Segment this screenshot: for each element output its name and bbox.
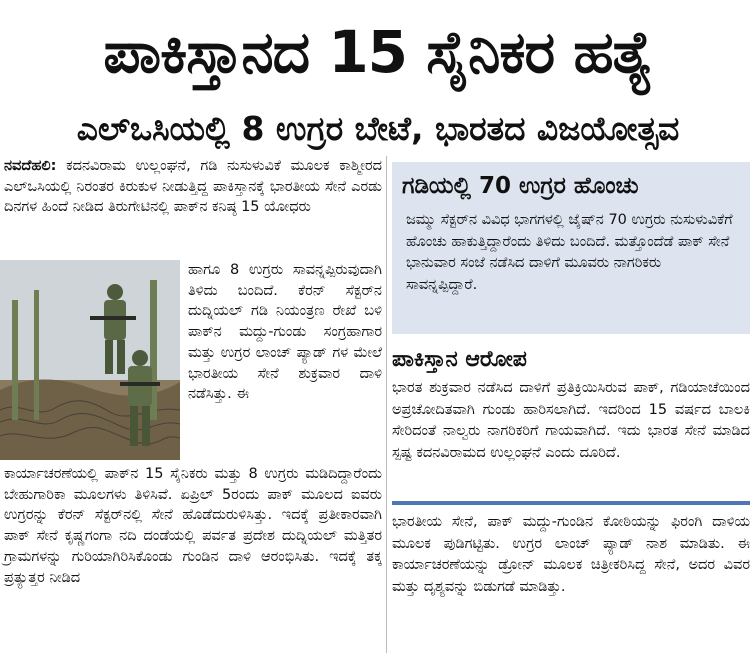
headline: ಪಾಕಿಸ್ತಾನದ 15 ಸೈನಿಕರ ಹತ್ಯೆ	[103, 18, 653, 86]
infobox-text: ಜಮ್ಮು ಸೆಕ್ಟರ್‌ನ ವಿವಿಧ ಭಾಗಗಳಲ್ಲಿ ಜೈಷ್‌ನ 70 ಉಗ್ರರು ನುಸುಳುವಿಕೆಗೆ ಹೊಂಚು ಹಾಕುತ್ತಿದ್ದಾರೆಂದು ತಿಳಿದು ಬಂದಿದೆ. ಮತ್ತೊಂದೆಡೆ ಪಾಕ್ ಸೇನೆ ಭಾನುವಾರ ಸಂಜೆ ನಡೆಸಿದ ದಾಳಿಗೆ ಮೂವರು ನಾಗರಿಕರು ಸಾವನ್ನಪ್ಪಿದ್ದಾರೆ.	[406, 212, 733, 293]
army-action-text: ಭಾರತೀಯ ಸೇನೆ, ಪಾಕ್ ಮದ್ದು-ಗುಂಡಿನ ಕೋಠಿಯನ್ನು ಫಿರಂಗಿ ದಾಳಿಯ ಮೂಲಕ ಪುಡಿಗಟ್ಟಿತು. ಉಗ್ರರ ಲಾಂಚ್ ಪ್ಯಾಡ್ ನಾಶ ಮಾಡಿತು. ಈ ಕಾರ್ಯಾಚರಣೆಯನ್ನು ಡ್ರೋನ್ ಮೂಲಕ ಚಿತ್ರೀಕರಿಸಿದ್ದ ಸೇನೆ, ಅದರ ವಿವರ ಮತ್ತು ದೃಶ್ಯವನ್ನು ಬಿಡುಗಡೆ ಮಾಡಿತ್ತು.	[392, 514, 750, 595]
sidebar	[392, 156, 756, 653]
dateline: ನವದೆಹಲಿ:	[4, 158, 57, 174]
article-text-1: ಕದನವಿರಾಮ ಉಲ್ಲಂಘನೆ, ಗಡಿ ನುಸುಳುವಿಕೆ ಮೂಲಕ ಕಾಶ್ಮೀರದ ಎಲ್‌ಒಸಿಯಲ್ಲಿ ನಿರಂತರ ಕಿರುಕುಳ ನೀಡುತ್ತಿದ್ದ ಪಾಕಿಸ್ತಾನಕ್ಕೆ ಭಾರತೀಯ ಸೇನೆ ಎರಡು ದಿನಗಳ ಹಿಂದೆ ನೀಡಿದ ತಿರುಗೇಟಿನಲ್ಲಿ ಪಾಕ್‌ನ ಕನಿಷ್ಠ 15 ಯೋಧರು	[4, 158, 383, 216]
soldiers-photo	[0, 260, 180, 460]
pakistan-allegation-title: ಪಾಕಿಸ್ತಾನ ಆರೋಪ	[392, 347, 527, 372]
column-divider	[386, 156, 387, 653]
section-rule	[392, 501, 750, 505]
article-paragraph-bottom: ಕಾರ್ಯಾಚರಣೆಯಲ್ಲಿ ಪಾಕ್‌ನ 15 ಸೈನಿಕರು ಮತ್ತು 8 ಉಗ್ರರು ಮಡಿದಿದ್ದಾರೆಂದು ಬೇಹುಗಾರಿಕಾ ಮೂಲಗಳು ತಿಳಿಸಿವೆ. ಏಪ್ರಿಲ್ 5ರಂದು ಪಾಕ್ ಮೂಲದ ಐವರು ಉಗ್ರರನ್ನು ಕೆರನ್ ಸೆಕ್ಟರ್‌ನಲ್ಲಿ ಸೇನೆ ಹೊಡೆದುರುಳಿಸಿತ್ತು. ಇದಕ್ಕೆ ಪ್ರತೀಕಾರವಾಗಿ ಪಾಕ್ ಸೇನೆ ಕೃಷ್ಣಗಂಗಾ ನದಿ ದಂಡೆಯಲ್ಲಿ ಪರ್ವತ ಪ್ರದೇಶ ದುದ್ನಿಯಲ್ ಮತ್ತಿತರ ಗ್ರಾಮಗಳನ್ನು ಗುರಿಯಾಗಿರಿಸಿಕೊಂಡು ಗುಂಡಿನ ದಾಳಿ ಆರಂಭಿಸಿತು. ಇದಕ್ಕೆ ತಕ್ಕ ಪ್ರತ್ಯುತ್ತರ ನೀಡಿದ	[4, 466, 382, 586]
article-paragraph-wrap: ಹಾಗೂ 8 ಉಗ್ರರು ಸಾವನ್ನಪ್ಪಿರುವುದಾಗಿ ತಿಳಿದು ಬಂದಿದೆ. ಕೆರನ್ ಸೆಕ್ಟರ್‌ನ ದುದ್ನಿಯಲ್ ಗಡಿ ನಿಯಂತ್ರಣ ರೇಖೆ ಬಳಿ ಪಾಕ್‌ನ ಮದ್ದು-ಗುಂಡು ಸಂಗ್ರಹಾಗಾರ ಮತ್ತು ಉಗ್ರರ ಲಾಂಚ್ ಪ್ಯಾಡ್ ಗಳ ಮೇಲೆ ಭಾರತೀಯ ಸೇನೆ ಶುಕ್ರವಾರ ದಾಳಿ ನಡೆಸಿತ್ತು. ಈ	[188, 262, 382, 403]
article-paragraph-top	[4, 156, 382, 218]
subheadline: ಎಲ್‌ಒಸಿಯಲ್ಲಿ 8 ಉಗ್ರರ ಬೇಟೆ, ಭಾರತದ ವಿಜಯೋತ್ಸವ	[76, 109, 680, 148]
pakistan-allegation-text: ಭಾರತ ಶುಕ್ರವಾರ ನಡೆಸಿದ ದಾಳಿಗೆ ಪ್ರತಿಕ್ರಿಯಿಸಿರುವ ಪಾಕ್, ಗಡಿಯಾಚೆಯಿಂದ ಅಪ್ರಚೋದಿತವಾಗಿ ಗುಂಡು ಹಾರಿಸಲಾಗಿದೆ. ಇದರಿಂದ 15 ವರ್ಷದ ಬಾಲಕಿ ಸೇರಿದಂತೆ ನಾಲ್ವರು ನಾಗರಿಕರಿಗೆ ಗಾಯವಾಗಿದೆ. ಇದು ಭಾರತ ಸೇನೆ ಮಾಡಿದ ಸ್ಪಷ್ಟ ಕದನವಿರಾಮದ ಉಲ್ಲಂಘನೆ ಎಂದು ದೂರಿದೆ.	[392, 380, 750, 461]
infobox-title: ಗಡಿಯಲ್ಲಿ 70 ಉಗ್ರರ ಹೊಂಚು	[402, 173, 639, 199]
main-article	[0, 156, 384, 653]
infobox-infiltration	[392, 162, 750, 334]
soldiers-photo-illustration	[0, 260, 180, 460]
